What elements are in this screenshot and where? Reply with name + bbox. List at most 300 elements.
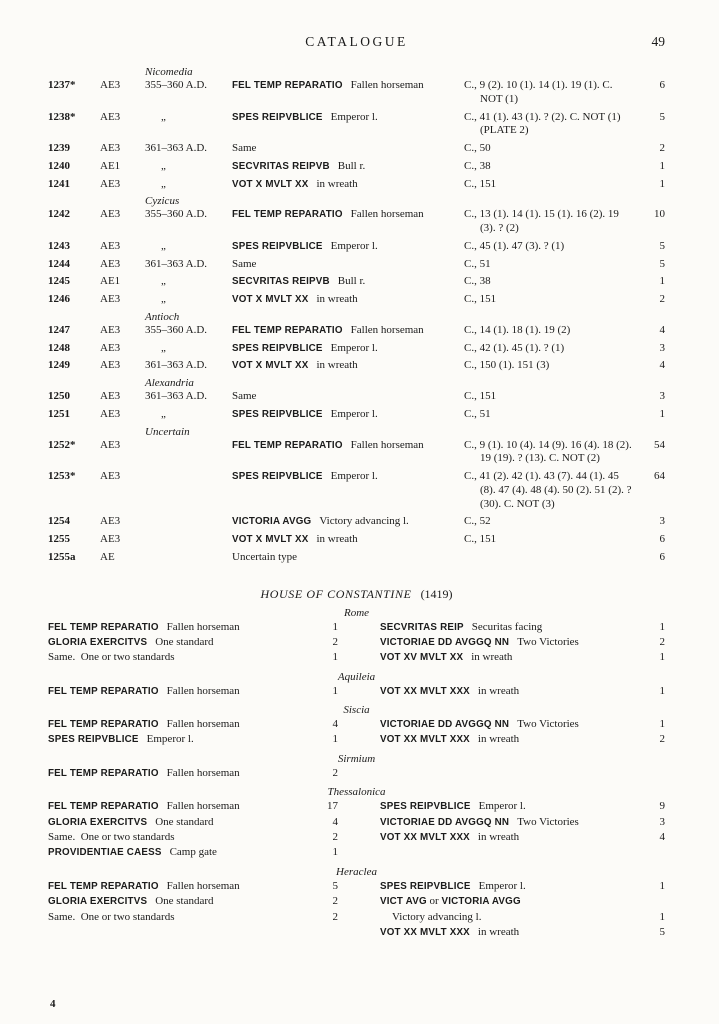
metal-denomination: AE3 <box>100 533 121 545</box>
date-range: 361–363 A.D. <box>145 257 208 270</box>
specimen-count: 1 <box>332 684 338 697</box>
reference: C., 52 <box>464 515 491 528</box>
coin-legend: VOT XX MVLT XXX <box>380 734 470 746</box>
mint-heading: Rome <box>343 606 370 619</box>
summary-column-left <box>48 766 338 781</box>
signature-mark: 4 <box>50 998 56 1010</box>
coin-description: Camp gate <box>169 846 217 859</box>
coin-type <box>232 324 464 338</box>
coin-type <box>232 293 464 307</box>
coin-type <box>48 894 310 909</box>
entry-number: 1241 <box>48 177 70 190</box>
coin-type <box>232 533 464 547</box>
coin-description: Two Victories <box>517 635 579 648</box>
coin-legend: VOT X MVLT XX <box>232 534 309 545</box>
coin-description: in wreath <box>316 293 358 305</box>
coin-type <box>232 342 464 356</box>
coin-legend: SPES REIPVBLICE <box>232 471 323 482</box>
coin-type <box>232 408 464 422</box>
metal-denomination: AE3 <box>100 110 121 123</box>
catalogue-row <box>48 551 665 565</box>
reference: C., 41 (1). 43 (1). ? (2). C. NOT (1) (PLATE 2) <box>464 110 632 137</box>
coin-legend: PROVIDENTIAE CAESS <box>48 847 162 859</box>
coin-legend: FEL TEMP REPARATIO <box>48 801 159 813</box>
coin-description: Victory advancing l. <box>392 910 482 923</box>
catalogue-row <box>48 240 665 254</box>
page-number: 49 <box>651 34 665 49</box>
coin-description: Emperor l. <box>146 733 194 746</box>
mint-heading: Cyzicus <box>145 195 180 208</box>
coin-type <box>48 815 310 830</box>
coin-legend: VICTORIAE DD AVGGQ NN <box>380 719 510 731</box>
summary-group <box>48 799 665 861</box>
coin-legend: VICT AVG <box>380 896 427 908</box>
summary-column-right <box>380 684 665 699</box>
summary-column-right <box>380 766 665 781</box>
coin-description: in wreath <box>316 359 358 372</box>
specimen-count: 1 <box>659 879 665 892</box>
coin-type <box>48 732 310 747</box>
coin-type <box>232 79 464 107</box>
catalogue-row <box>48 390 665 404</box>
summary-row <box>48 620 338 635</box>
metal-denomination: AE3 <box>100 438 121 451</box>
reference: C., 45 (1). 47 (3). ? (1) <box>464 239 565 252</box>
mint-heading: Nicomedia <box>145 66 193 78</box>
catalogue-row <box>48 258 665 272</box>
summary-row <box>48 635 338 650</box>
metal-denomination: AE3 <box>100 323 121 336</box>
specimen-count: 4 <box>332 815 338 828</box>
summary-row <box>48 830 338 845</box>
legend-separator: or <box>426 895 442 908</box>
specimen-count: 2 <box>332 766 338 779</box>
coin-description: Securitas facing <box>471 620 543 633</box>
entry-number: 1245 <box>48 275 70 288</box>
reference: C., 42 (1). 45 (1). ? (1) <box>464 341 565 354</box>
reference: C., 150 (1). 151 (3) <box>464 359 550 372</box>
specimen-count: 5 <box>659 925 665 938</box>
specimen-count: 2 <box>332 635 338 648</box>
coin-legend: VICTORIA AVGG <box>441 896 521 908</box>
entry-number: 1254 <box>48 515 70 528</box>
specimen-count: 4 <box>659 359 665 372</box>
coin-description: in wreath <box>316 177 358 190</box>
coin-legend: SPES REIPVBLICE <box>232 111 323 123</box>
specimen-count: 2 <box>332 910 338 923</box>
coin-type <box>232 178 464 192</box>
catalogue-row <box>48 142 665 156</box>
summary-column-right <box>380 799 665 861</box>
entry-number: 1237* <box>48 79 76 91</box>
entry-number: 1238* <box>48 110 76 123</box>
catalogue-row <box>48 439 665 467</box>
coin-description: One standard <box>155 635 214 648</box>
coin-description: in wreath <box>471 651 513 664</box>
specimen-count: 2 <box>332 895 338 908</box>
specimen-count: 10 <box>654 208 665 221</box>
coin-legend: GLORIA EXERCITVS <box>48 636 148 648</box>
reference: C., 13 (1). 14 (1). 15 (1). 16 (2). 19 (3). ? (2) <box>464 208 619 234</box>
summary-column-left <box>48 620 338 666</box>
coin-type <box>380 635 637 650</box>
coin-type <box>48 635 310 650</box>
date-range: 355–360 A.D. <box>145 208 208 221</box>
coin-type <box>48 766 310 781</box>
entry-number: 1250 <box>48 390 70 402</box>
coin-type <box>232 111 464 139</box>
coin-legend: VICTORIA AVGG <box>232 516 312 528</box>
coin-type <box>48 830 310 845</box>
entry-number: 1243 <box>48 239 70 252</box>
specimen-count: 1 <box>659 684 665 697</box>
coin-type <box>380 910 637 925</box>
coin-description: in wreath <box>477 831 520 844</box>
specimen-count: 2 <box>659 142 665 154</box>
specimen-count: 1 <box>659 159 665 172</box>
date-range <box>145 515 232 529</box>
summary-group <box>48 717 665 748</box>
specimen-count: 1 <box>332 846 338 859</box>
entry-number: 1239 <box>48 142 70 154</box>
summary-row <box>380 910 665 925</box>
coin-description: One standard <box>155 895 214 908</box>
summary-column-right <box>380 717 665 748</box>
mint-heading: Alexandria <box>145 377 194 389</box>
coin-description: Fallen horseman <box>350 79 424 91</box>
catalogue-row <box>48 208 665 236</box>
specimen-count: 3 <box>659 515 665 528</box>
coin-type <box>232 160 464 174</box>
catalogue-row <box>48 408 665 422</box>
coin-legend: VICTORIAE DD AVGGQ NN <box>380 816 510 828</box>
coin-description: Bull r. <box>337 275 366 288</box>
metal-denomination: AE3 <box>100 293 121 305</box>
specimen-count: 2 <box>659 635 665 648</box>
specimen-count: 3 <box>659 390 665 402</box>
specimen-count: 1 <box>659 407 665 420</box>
coin-legend: SPES REIPVBLICE <box>232 342 323 354</box>
summary-table <box>48 607 665 941</box>
coin-legend: VOT XX MVLT XXX <box>380 926 470 938</box>
entry-number: 1242 <box>48 208 70 221</box>
catalogue-row <box>48 275 665 289</box>
coin-type <box>232 359 464 373</box>
coin-description: Same <box>232 142 257 154</box>
coin-description: Same. One or two standards <box>48 651 175 664</box>
coin-legend: FEL TEMP REPARATIO <box>48 621 159 633</box>
coin-legend: SECVRITAS REIPVB <box>232 276 330 288</box>
date-range <box>145 439 232 467</box>
entry-number: 1244 <box>48 257 70 270</box>
specimen-count: 1 <box>659 910 665 923</box>
date-range: 361–363 A.D. <box>145 390 208 402</box>
catalogue-row <box>48 111 665 139</box>
summary-row <box>48 732 338 747</box>
specimen-count: 54 <box>654 438 665 451</box>
coin-legend: SECVRITAS REIP <box>380 621 464 633</box>
summary-column-left <box>48 879 338 941</box>
specimen-count: 3 <box>659 341 665 354</box>
coin-description: Same <box>232 390 257 402</box>
summary-row <box>380 815 665 830</box>
coin-type <box>380 879 637 894</box>
coin-type <box>232 258 464 272</box>
coin-description: Emperor l. <box>330 407 378 420</box>
specimen-count: 1 <box>659 177 665 190</box>
coin-type <box>232 208 464 236</box>
coin-description: Same. One or two standards <box>48 910 175 923</box>
summary-row <box>380 650 665 665</box>
date-range: „ <box>161 341 166 354</box>
coin-legend: VOT XV MVLT XX <box>380 652 464 664</box>
reference: C., 151 <box>464 177 497 190</box>
entry-number: 1247 <box>48 323 70 336</box>
coin-legend: GLORIA EXERCITVS <box>48 816 148 828</box>
entry-number: 1249 <box>48 359 70 372</box>
metal-denomination: AE3 <box>100 177 121 190</box>
specimen-count: 4 <box>659 831 665 844</box>
summary-row <box>48 684 338 699</box>
coin-legend: VOT X MVLT XX <box>232 360 309 372</box>
entry-number: 1255 <box>48 533 70 545</box>
date-range: 355–360 A.D. <box>145 323 208 336</box>
reference <box>464 551 639 565</box>
coin-legend: SPES REIPVBLICE <box>380 880 471 892</box>
metal-denomination: AE3 <box>100 79 121 91</box>
summary-row <box>380 879 665 894</box>
coin-legend: FEL TEMP REPARATIO <box>48 719 159 731</box>
coin-description: in wreath <box>477 684 520 697</box>
specimen-count: 5 <box>659 257 665 270</box>
coin-type <box>380 732 637 747</box>
coin-description: Emperor l. <box>478 800 526 813</box>
summary-row <box>48 879 338 894</box>
summary-column-left <box>48 717 338 748</box>
catalogue-row <box>48 293 665 307</box>
entry-number: 1253* <box>48 470 76 482</box>
coin-type <box>380 620 637 635</box>
specimen-count: 6 <box>659 79 665 91</box>
coin-legend: SPES REIPVBLICE <box>48 734 139 746</box>
coin-legend: FEL TEMP REPARATIO <box>232 324 343 336</box>
coin-type <box>380 830 637 845</box>
running-head: CATALOGUE <box>305 34 408 49</box>
date-range: „ <box>161 293 166 305</box>
summary-column-right <box>380 620 665 666</box>
metal-denomination: AE <box>100 550 115 563</box>
reference: C., 38 <box>464 159 491 172</box>
specimen-count: 2 <box>659 293 665 305</box>
coin-type <box>48 684 310 699</box>
summary-row <box>380 894 665 909</box>
coin-type <box>380 799 637 814</box>
catalogue-row <box>48 324 665 338</box>
date-range: „ <box>161 177 166 190</box>
specimen-count: 2 <box>659 733 665 746</box>
metal-denomination: AE3 <box>100 239 121 252</box>
reference: C., 50 <box>464 142 491 154</box>
reference: C., 151 <box>464 390 497 402</box>
metal-denomination: AE3 <box>100 208 121 221</box>
summary-row <box>48 650 338 665</box>
reference: C., 151 <box>464 533 497 545</box>
coin-description: Same <box>232 257 257 270</box>
reference: C., 151 <box>464 293 497 305</box>
coin-type <box>232 515 464 529</box>
entry-number: 1255a <box>48 550 76 563</box>
specimen-count: 5 <box>659 239 665 252</box>
coin-type <box>48 845 310 860</box>
specimen-count: 1 <box>332 733 338 746</box>
entry-number: 1252* <box>48 438 76 451</box>
summary-row <box>380 717 665 732</box>
date-range: „ <box>161 159 166 172</box>
coin-legend: VOT XX MVLT XXX <box>380 685 470 697</box>
summary-row <box>48 717 338 732</box>
summary-column-left <box>48 799 338 861</box>
coin-type <box>48 879 310 894</box>
coin-type <box>48 910 310 925</box>
summary-group <box>48 879 665 941</box>
coin-legend: FEL TEMP REPARATIO <box>232 209 343 221</box>
coin-type <box>380 717 637 732</box>
specimen-count: 5 <box>332 879 338 892</box>
catalogue-row <box>48 178 665 192</box>
coin-type <box>232 439 464 467</box>
coin-legend: VOT X MVLT XX <box>232 178 309 190</box>
specimen-count: 1 <box>659 718 665 731</box>
summary-row <box>48 910 338 925</box>
specimen-count: 2 <box>332 831 338 844</box>
coin-legend: VOT X MVLT XX <box>232 294 309 305</box>
summary-row <box>380 684 665 699</box>
summary-row <box>380 620 665 635</box>
coin-description: Bull r. <box>337 159 366 172</box>
coin-description: in wreath <box>316 533 358 545</box>
coin-description: in wreath <box>477 925 520 938</box>
entry-number: 1246 <box>48 293 70 305</box>
coin-type <box>48 717 310 732</box>
summary-group <box>48 766 665 781</box>
specimen-count: 64 <box>654 470 665 482</box>
summary-row <box>48 799 338 814</box>
page-header <box>48 34 665 52</box>
mint-heading: Uncertain <box>145 425 190 438</box>
coin-description: Uncertain type <box>232 550 298 563</box>
reference: C., 9 (1). 10 (4). 14 (9). 16 (4). 18 (2). 19 (19). ? (13). C. NOT (2) <box>464 438 632 465</box>
specimen-count: 1 <box>332 620 338 633</box>
summary-row <box>48 845 338 860</box>
catalogue-row <box>48 470 665 511</box>
coin-description: Emperor l. <box>478 879 526 892</box>
coin-description: Fallen horseman <box>166 718 240 731</box>
specimen-count: 4 <box>332 718 338 731</box>
entry-number: 1251 <box>48 407 70 420</box>
coin-description: in wreath <box>477 733 520 746</box>
specimen-count <box>637 894 665 909</box>
summary-row <box>380 732 665 747</box>
catalogue-row <box>48 515 665 529</box>
catalogue-row <box>48 533 665 547</box>
coin-description: Emperor l. <box>330 341 378 354</box>
coin-type <box>380 925 637 940</box>
reference: C., 41 (2). 42 (1). 43 (7). 44 (1). 45 (8). 47 (4). 48 (4). 50 (2). 51 (2). ? (30). C. NOT (3) <box>464 470 632 510</box>
date-range: „ <box>161 110 166 123</box>
coin-type <box>232 142 464 156</box>
coin-type <box>232 551 464 565</box>
specimen-count: 4 <box>659 323 665 336</box>
coin-description: Fallen horseman <box>166 879 240 892</box>
coin-type <box>380 894 637 909</box>
summary-row <box>48 815 338 830</box>
coin-legend: GLORIA EXERCITVS <box>48 896 148 908</box>
specimen-count: 5 <box>659 110 665 123</box>
summary-title <box>48 587 665 602</box>
catalogue-row <box>48 160 665 174</box>
coin-legend: FEL TEMP REPARATIO <box>232 439 343 451</box>
coin-type <box>232 470 464 511</box>
coin-description: Emperor l. <box>330 239 378 252</box>
coin-type <box>380 684 637 699</box>
summary-column-right <box>380 879 665 941</box>
coin-description: Fallen horseman <box>350 323 424 336</box>
date-range: „ <box>161 239 166 252</box>
coin-legend: FEL TEMP REPARATIO <box>48 685 159 697</box>
reference: C., 9 (2). 10 (1). 14 (1). 19 (1). C. NOT (1) <box>464 79 613 105</box>
date-range: „ <box>161 275 166 288</box>
metal-denomination: AE3 <box>100 257 121 270</box>
entry-number: 1248 <box>48 341 70 354</box>
metal-denomination: AE3 <box>100 359 121 372</box>
coin-legend: FEL TEMP REPARATIO <box>48 767 159 779</box>
metal-denomination: AE3 <box>100 407 121 420</box>
date-range: 355–360 A.D. <box>145 79 208 91</box>
coin-description: Fallen horseman <box>350 438 424 451</box>
date-range: 361–363 A.D. <box>145 142 208 154</box>
coin-description: Fallen horseman <box>166 620 240 633</box>
summary-row <box>380 925 665 940</box>
mint-heading: Thessalonica <box>327 786 386 799</box>
summary-row <box>380 830 665 845</box>
summary-column-left <box>48 684 338 699</box>
coin-legend: VICTORIAE DD AVGGQ NN <box>380 636 510 648</box>
coin-description: Same. One or two standards <box>48 831 175 844</box>
specimen-count: 3 <box>659 815 665 828</box>
metal-denomination: AE3 <box>100 390 121 402</box>
summary-group <box>48 684 665 699</box>
metal-denomination: AE1 <box>100 275 121 288</box>
specimen-count: 9 <box>659 800 665 813</box>
reference: C., 14 (1). 18 (1). 19 (2) <box>464 323 571 336</box>
reference: C., 38 <box>464 275 491 288</box>
coin-description: Two Victories <box>517 815 579 828</box>
coin-description: Two Victories <box>517 718 579 731</box>
coin-description: Fallen horseman <box>166 684 240 697</box>
metal-denomination: AE3 <box>100 470 121 482</box>
coin-type <box>48 799 310 814</box>
coin-description: Victory advancing l. <box>319 515 409 528</box>
coin-description: One standard <box>155 815 214 828</box>
coin-type <box>232 390 464 404</box>
summary-title-text: HOUSE OF CONSTANTINE <box>260 586 412 601</box>
coin-type <box>232 240 464 254</box>
metal-denomination: AE3 <box>100 142 121 154</box>
coin-description: Fallen horseman <box>166 800 240 813</box>
coin-legend: FEL TEMP REPARATIO <box>232 80 343 91</box>
specimen-count: 17 <box>327 800 338 813</box>
summary-row <box>380 635 665 650</box>
